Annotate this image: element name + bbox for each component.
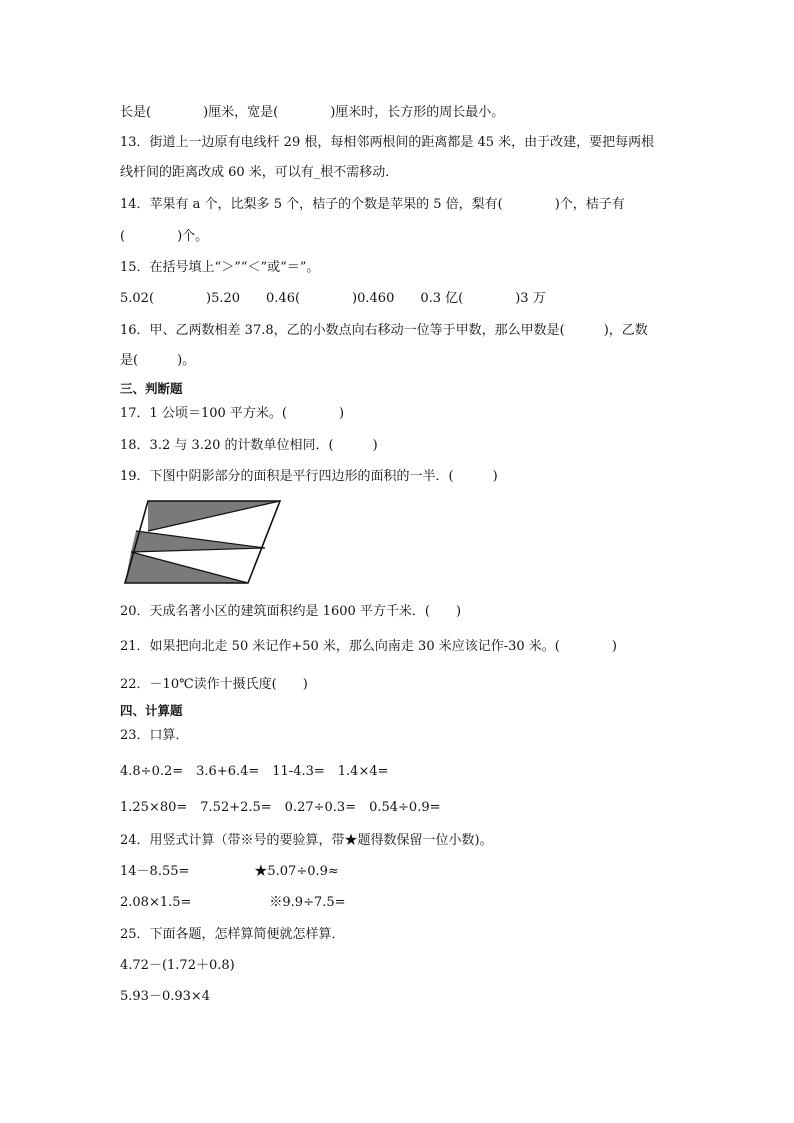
q24-prompt: 24．用竖式计算（带※号的要验算，带★题得数保留一位小数)。 <box>120 833 493 848</box>
q19: 19．下图中阴影部分的面积是平行四边形的面积的一半．( ) <box>120 469 498 484</box>
q22: 22．－10℃读作十摄氏度( ) <box>120 677 308 692</box>
q23-row1: 4.8÷0.2= 3.6+6.4= 11-4.3= 1.4×4= <box>120 764 389 779</box>
q13-line2: 线杆间的距离改成 60 米，可以有_根不需移动． <box>120 165 399 180</box>
section-heading-calculation: 四、计算题 <box>120 703 183 718</box>
q21: 21．如果把向北走 50 米记作+50 米，那么向南走 30 米应该记作-30 米。( ) <box>120 639 617 654</box>
parallelogram-figure <box>118 495 288 587</box>
q25-prompt: 25．下面各题，怎样算简便就怎样算． <box>120 927 345 942</box>
q25-row1: 4.72－(1.72＋0.8) <box>120 958 235 973</box>
q24-row2: 2.08×1.5= ※9.9÷7.5= <box>120 895 346 910</box>
q12-continuation: 长是( )厘米，宽是( )厘米时，长方形的周长最小。 <box>120 105 505 120</box>
q16-line2: 是( )。 <box>120 353 196 368</box>
q23-row2: 1.25×80= 7.52+2.5= 0.27÷0.3= 0.54÷0.9= <box>120 800 441 815</box>
section-heading-judgement: 三、判断题 <box>120 381 183 396</box>
q14-line2: ( )个。 <box>120 229 209 244</box>
q17: 17．1 公顷＝100 平方米。( ) <box>120 406 345 421</box>
q23-prompt: 23．口算． <box>120 728 189 743</box>
q20: 20．天成名著小区的建筑面积约是 1600 平方千米．( ) <box>120 604 462 619</box>
q14-line1: 14．苹果有 a 个，比梨多 5 个，桔子的个数是苹果的 5 倍，梨有( )个，桔子有 <box>120 197 625 212</box>
q16-line1: 16．甲、乙两数相差 37.8，乙的小数点向右移动一位等于甲数，那么甲数是( )，乙数 <box>120 323 648 338</box>
q15-prompt: 15．在括号填上“＞”“＜”或“＝”。 <box>120 260 320 275</box>
q25-row2: 5.93－0.93×4 <box>120 989 211 1004</box>
q24-row1: 14－8.55= ★5.07÷0.9≈ <box>120 864 339 879</box>
q13-line1: 13．街道上一边原有电线杆 29 根，每相邻两根间的距离都是 45 米，由于改建，要把每两根 <box>120 135 655 150</box>
q18: 18．3.2 与 3.20 的计数单位相同．( ) <box>120 438 378 453</box>
q15-comparisons: 5.02( )5.20 0.46( )0.460 0.3 亿( )3 万 <box>120 291 546 306</box>
